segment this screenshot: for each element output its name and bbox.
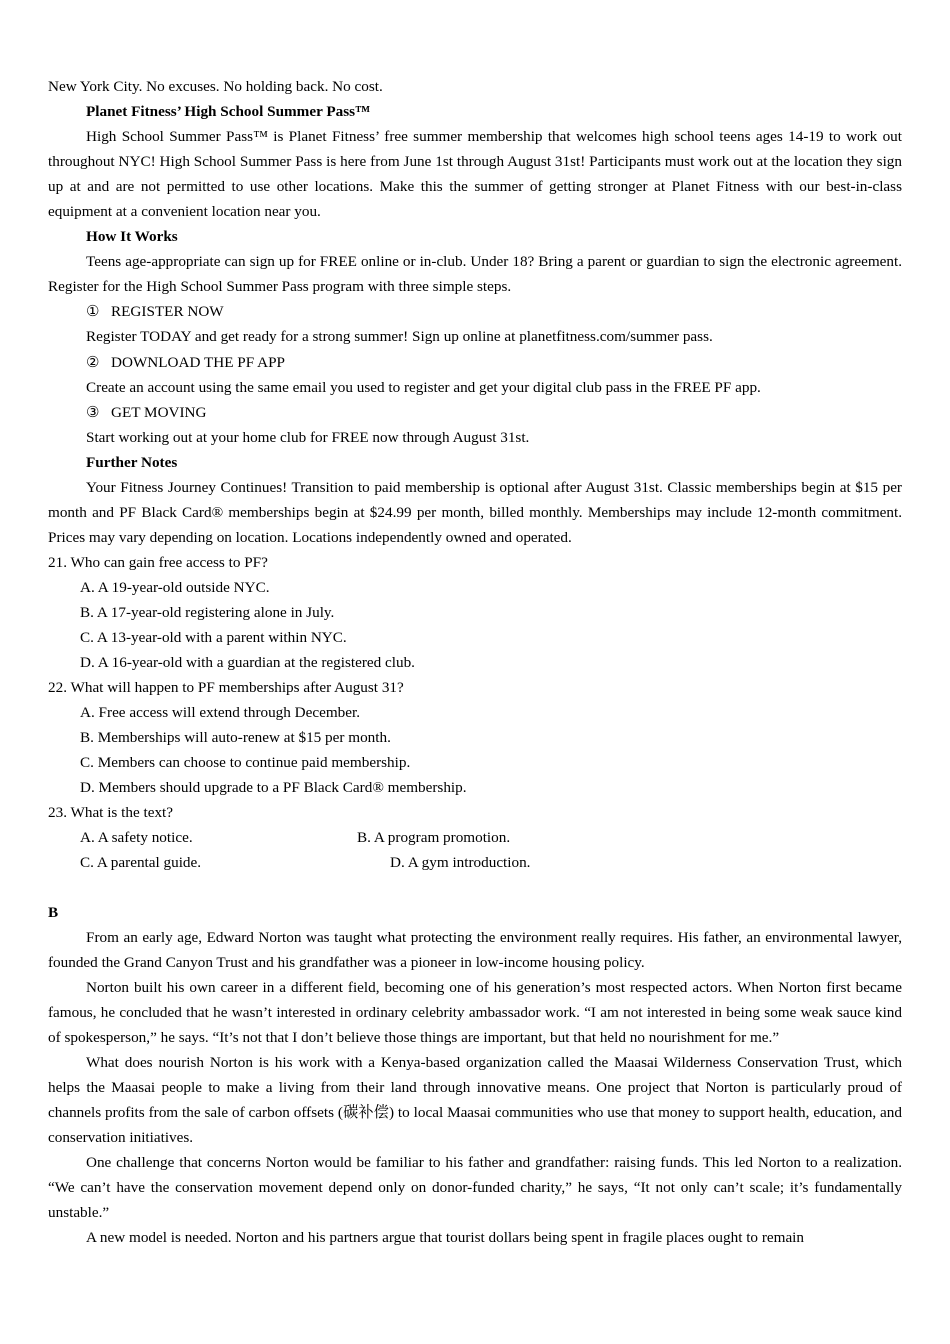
step-2-marker-icon: ② [86, 353, 100, 371]
question-21-option-d[interactable]: D. A 16-year-old with a guardian at the registered club. [80, 654, 415, 672]
step-2-spacer [100, 354, 111, 371]
question-23-stem [48, 800, 902, 825]
step-2-body: Create an account using the same email you used to register and get your digital club pass in the FREE PF app. [86, 378, 761, 396]
passage-b [48, 900, 902, 1251]
step-1-title: REGISTER NOW [111, 303, 224, 321]
question-21-option-a[interactable]: A. A 19-year-old outside NYC. [80, 578, 270, 596]
step-2-title: DOWNLOAD THE PF APP [111, 353, 285, 371]
question-21 [48, 550, 902, 675]
question-23-option-d[interactable]: D. A gym introduction. [390, 854, 531, 872]
step-2-header [48, 350, 902, 375]
passage-b-paragraph-4: One challenge that concerns Norton would be familiar to his father and grandfather: raising funds. This led Norton to a realization. “We can’t have the conservation movement depend only on donor-funded charity,” he says, “It not only can’t scale; it’s fundamentally unstable.” [48, 1153, 902, 1222]
section-spacer [48, 876, 902, 900]
step-3-body: Start working out at your home club for FREE now through August 31st. [86, 428, 530, 446]
passage-b-paragraph-1: From an early age, Edward Norton was taught what protecting the environment really requires. His father, an environmental lawyer, founded the Grand Canyon Trust and his grandfather was a pioneer in low-income housing policy. [48, 928, 902, 971]
question-21-option-b[interactable]: B. A 17-year-old registering alone in July. [80, 603, 335, 621]
question-22-option-b[interactable]: B. Memberships will auto-renew at $15 per month. [80, 729, 391, 747]
question-23-option-a[interactable]: A. A safety notice. [80, 829, 193, 847]
question-22-number: 22. [48, 679, 67, 697]
passage-a-heading-3: Further Notes [86, 453, 178, 471]
passage-a-paragraph-2: Teens age-appropriate can sign up for FREE online or in-club. Under 18? Bring a parent or guardian to sign the electronic agreement. Register for the High School Summer Pass program with three simple steps. [48, 253, 902, 296]
step-1-marker-icon: ① [86, 303, 100, 321]
step-3-marker-icon: ③ [86, 403, 100, 421]
step-3-spacer [100, 404, 111, 421]
question-23 [48, 800, 902, 875]
question-23-option-b[interactable]: B. A program promotion. [357, 829, 511, 847]
question-22-stem [48, 675, 902, 700]
question-list [48, 550, 902, 876]
question-23-options-row-1 [48, 825, 902, 850]
passage-a-heading-1: Planet Fitness’ High School Summer Pass™ [86, 103, 371, 121]
question-23-text: What is the text? [70, 804, 173, 822]
question-21-text: Who can gain free access to PF? [70, 553, 268, 571]
question-23-option-c[interactable]: C. A parental guide. [80, 854, 202, 872]
question-21-number: 21. [48, 553, 67, 571]
question-22-option-a[interactable]: A. Free access will extend through December. [80, 704, 361, 722]
step-1-body: Register TODAY and get ready for a strong summer! Sign up online at planetfitness.com/summer pass. [86, 328, 713, 346]
step-1-spacer [100, 303, 111, 320]
question-21-stem [48, 550, 902, 575]
question-23-number: 23. [48, 804, 67, 822]
step-3-title: GET MOVING [111, 403, 207, 421]
passage-a [48, 74, 902, 550]
question-22-option-d[interactable]: D. Members should upgrade to a PF Black Card® membership. [80, 779, 467, 797]
passage-a-heading-2: How It Works [86, 228, 178, 246]
question-21-option-c[interactable]: C. A 13-year-old with a parent within NYC. [80, 629, 347, 647]
question-22-text: What will happen to PF memberships after August 31? [70, 679, 404, 697]
question-22 [48, 675, 902, 800]
page-content [48, 74, 902, 1250]
passage-a-paragraph-1: High School Summer Pass™ is Planet Fitness’ free summer membership that welcomes high school teens ages 14-19 to work out throughout NYC! High School Summer Pass is here from June 1st through August 31st! Participants must work out at the location they sign up at and are not permitted to use other locations. Make this the summer of getting stronger at Planet Fitness with our best-in-class equipment at a convenient location near you. [48, 128, 902, 221]
passage-b-paragraph-3: What does nourish Norton is his work with a Kenya-based organization called the Maasai Wilderness Conservation Trust, which helps the Maasai people to make a living from their land through innovative means. One project that Norton is particularly proud of channels profits from the sale of carbon offsets (碳补偿) to local Maasai communities who use that money to support health, education, and conservation initiatives. [48, 1053, 902, 1146]
passage-b-label: B [48, 903, 59, 921]
question-22-option-c[interactable]: C. Members can choose to continue paid membership. [80, 754, 411, 772]
passage-a-paragraph-3: Your Fitness Journey Continues! Transition to paid membership is optional after August 31st. Classic memberships begin at $15 per month and PF Black Card® memberships begin at $24.99 per month, billed monthly. Memberships may include 12-month commitment. Prices may vary depending on location. Locations independently owned and operated. [48, 478, 902, 546]
step-1-header [48, 299, 902, 324]
passage-b-paragraph-2: Norton built his own career in a different field, becoming one of his generation’s most respected actors. When Norton first became famous, he concluded that he wasn’t interested in ordinary celebrity ambassador work. “I am not interested in being some weak sauce kind of spokesperson,” he says. “It’s not that I don’t believe those things are important, but that held no nourishment for me.” [48, 978, 902, 1046]
passage-b-paragraph-5: A new model is needed. Norton and his partners argue that tourist dollars being spent in fragile places ought to remain [86, 1229, 804, 1247]
passage-a-lead-line: New York City. No excuses. No holding back. No cost. [48, 78, 383, 95]
step-3-header [48, 400, 902, 425]
question-23-options-row-2 [48, 850, 902, 875]
